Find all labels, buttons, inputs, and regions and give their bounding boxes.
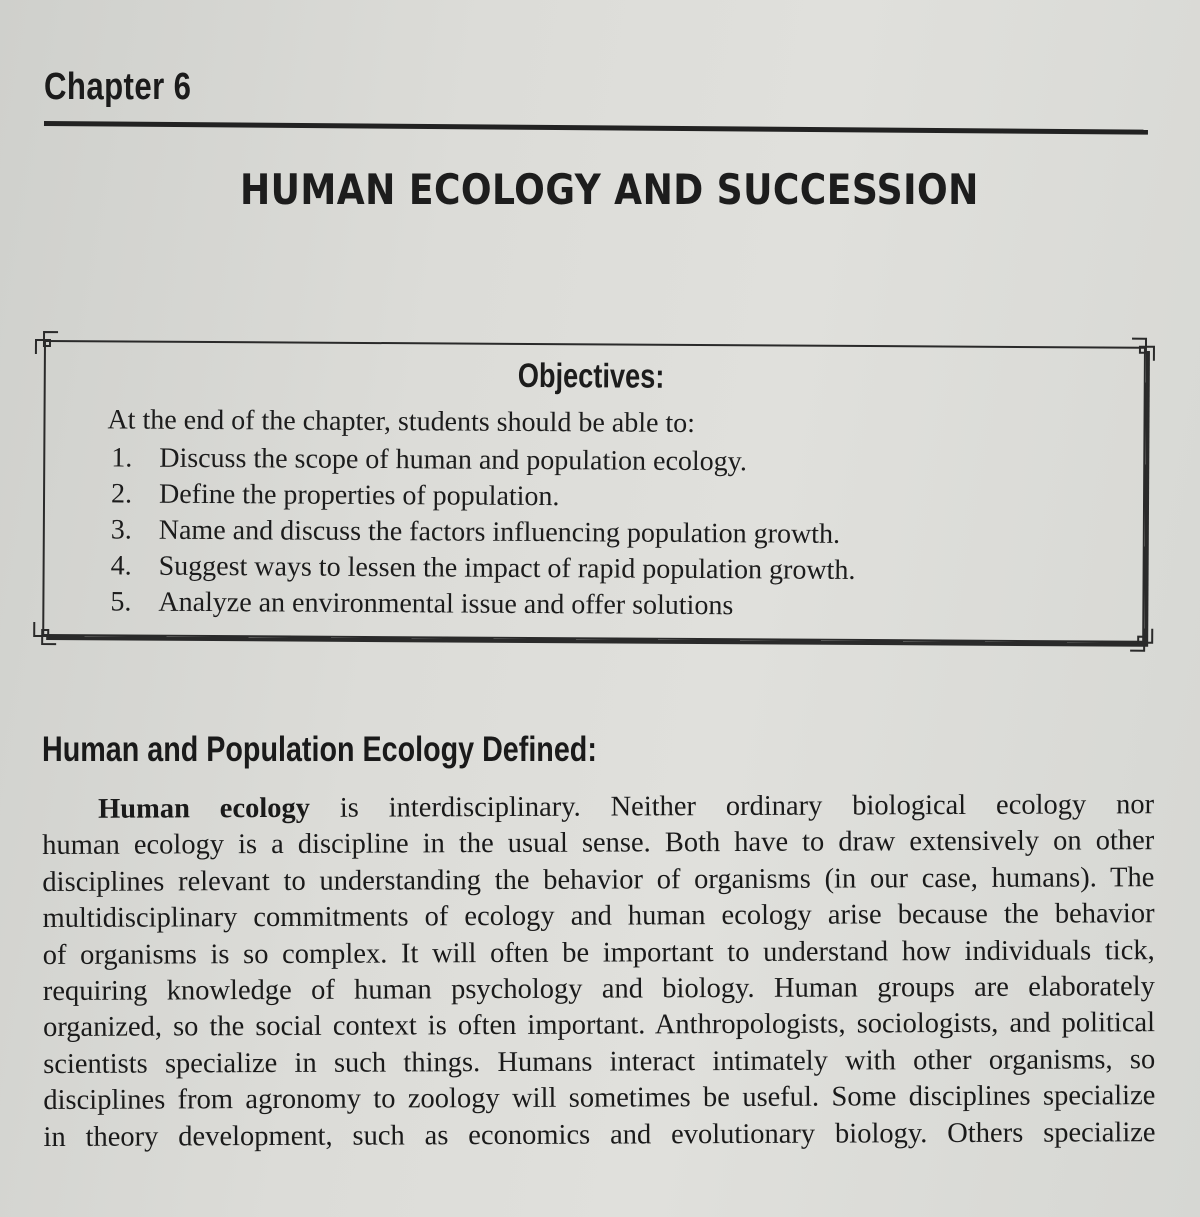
objective-item: [111, 440, 856, 481]
corner-ornament-icon: [1130, 337, 1156, 363]
lead-term: Human ecology: [98, 792, 311, 825]
objective-text: Name and discuss the factors influencing population growth.: [158, 514, 841, 550]
paragraph-line: organized, so the social context is often important. Anthropologists, sociologists, and political: [42, 1007, 1156, 1044]
objective-text: Analyze an environmental issue and offer solutions: [158, 586, 734, 622]
objective-item: [110, 584, 855, 625]
corner-ornament-icon: [32, 620, 58, 646]
paragraph-line: human ecology is a discipline in the usual sense. Both have to draw extensively on other: [42, 825, 1155, 862]
body-paragraph: [42, 787, 1156, 1156]
objective-item: [111, 512, 856, 553]
objective-text: Discuss the scope of human and population ecology.: [159, 442, 747, 478]
paragraph-line-text: is interdisciplinary. Neither ordinary biological ecology nor: [309, 789, 1155, 824]
corner-ornament-icon: [1128, 627, 1154, 653]
paragraph-line: disciplines relevant to understanding the behavior of organisms (in our case, humans). The: [42, 861, 1155, 898]
chapter-label: Chapter 6: [44, 66, 192, 108]
objectives-list: [110, 440, 856, 625]
section-heading: Human and Population Ecology Defined:: [42, 730, 597, 769]
objective-number: 4.: [110, 550, 132, 582]
objectives-heading: Objectives:: [517, 356, 665, 396]
objective-number: 2.: [110, 478, 133, 510]
objectives-box: [42, 340, 1146, 643]
objective-item: [111, 548, 856, 589]
objective-number: 5.: [110, 586, 132, 618]
paragraph-line: in theory development, such as economics and evolutionary biology. Others specialize: [43, 1116, 1156, 1153]
objectives-intro: At the end of the chapter, students should be able to:: [107, 404, 696, 439]
paragraph-line: scientists specialize in such things. Humans interact intimately with other organisms, so: [43, 1043, 1156, 1080]
corner-ornament-icon: [34, 330, 60, 356]
chapter-title: HUMAN ECOLOGY AND SUCCESSION: [240, 165, 979, 214]
paragraph-line: of organisms is so complex. It will often be important to understand how individuals tick,: [42, 934, 1155, 971]
paragraph-line: requiring knowledge of human psychology and biology. Human groups are elaborately: [42, 971, 1155, 1007]
chapter-rule: [44, 121, 1148, 135]
paragraph-line: disciplines from agronomy to zoology will sometimes be useful. Some disciplines specialize: [43, 1080, 1156, 1117]
objective-item: [111, 476, 856, 517]
objective-text: Suggest ways to lessen the impact of rapid population growth.: [158, 550, 856, 586]
paragraph-line: multidisciplinary commitments of ecology and human ecology arise because the behavior: [42, 898, 1155, 935]
objective-text: Define the properties of population.: [158, 478, 560, 513]
paragraph-line: [42, 787, 1154, 828]
objective-number: 1.: [111, 442, 133, 474]
objective-number: 3.: [110, 514, 132, 546]
